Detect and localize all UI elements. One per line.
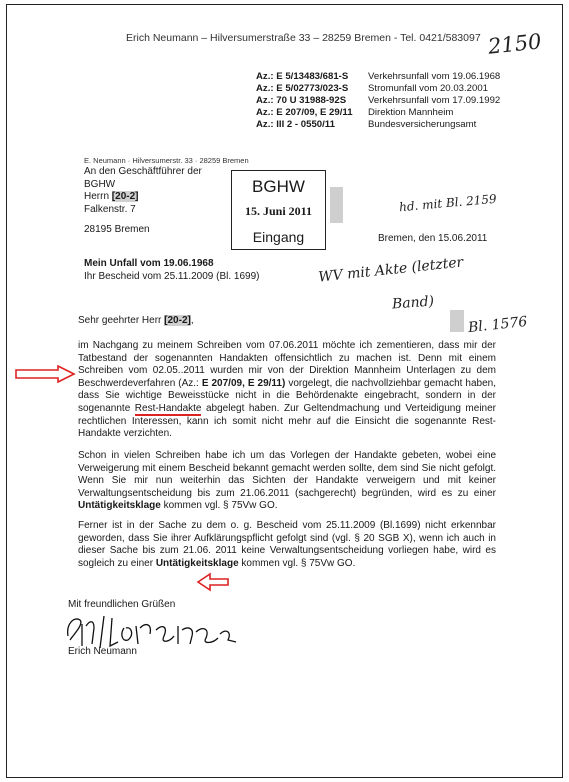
- reference-az: Az.: 70 U 31988-92S: [256, 95, 347, 106]
- paragraph-text: abgelegt haben. Zur Geltendmachung und Verteidigung meiner rechtlichen Interessen, kann ich somit nicht mehr auf die Einsicht die sogenannte Rest-Handakte verzichten.: [78, 402, 496, 440]
- recipient-line: [84, 191, 138, 204]
- subject-title: Mein Unfall vom 19.06.1968: [84, 258, 214, 269]
- handwritten-note: Bl. 1576: [467, 313, 528, 337]
- received-stamp: [231, 170, 326, 250]
- stamp-date: 15. Juni 2011: [244, 204, 313, 218]
- paragraph-text: Ferner ist in der Sache zu dem o. g. Bescheid vom 25.11.2009 (Bl.1699) nicht erkennbar geworden, dass Sie ihrer Aufklärungspflicht gefolgt sind (vgl. § 20 SGB X), wenn ich auch in dieser Sache bis zum 21.06. 2011 keine Verwaltungsentscheidung vorliegen habe, wird es sogleich zu einer: [78, 520, 496, 569]
- redacted-name: [20-2]: [164, 315, 191, 326]
- reference-az: Az.: E 207/09, E 29/11: [256, 107, 353, 118]
- reference-az: Az.: E 5/13483/681-S: [256, 71, 349, 82]
- paragraph-text: kommen vgl. § 75Vw GO.: [160, 500, 278, 512]
- return-address: E. Neumann · Hilversumerstr. 33 · 28259 Bremen: [84, 156, 249, 165]
- reference-desc: Verkehrsunfall vom 19.06.1968: [368, 71, 501, 82]
- recipient-line: An den Geschäftführer der: [84, 166, 202, 177]
- redaction-block: [450, 310, 464, 332]
- recipient-line: 28195 Bremen: [84, 224, 150, 235]
- recipient-line: BGHW: [84, 178, 116, 190]
- reference-desc: Stromunfall vom 20.03.2001: [368, 83, 488, 94]
- subject-ref: Ihr Bescheid vom 25.11.2009 (Bl. 1699): [84, 271, 260, 282]
- reference-desc: Verkehrsunfall vom 17.09.1992: [368, 95, 501, 106]
- reference-az: Az.: E 5/02773/023-S: [256, 83, 349, 94]
- closing: Mit freundlichen Grüßen: [68, 599, 176, 610]
- handwritten-note: hd. mit Bl. 2159: [398, 191, 498, 215]
- red-up-arrow-icon: [196, 572, 230, 592]
- salutation-prefix: Sehr geehrter Herr: [78, 315, 165, 326]
- recipient-title: Herrn: [84, 191, 112, 202]
- red-arrow-icon: [14, 365, 78, 383]
- reference-desc: Direktion Mannheim: [368, 107, 454, 118]
- redacted-name: [20-2]: [111, 191, 139, 202]
- signature-name: Erich Neumann: [68, 646, 137, 657]
- paragraph-text: kommen vgl. § 75Vw GO.: [238, 557, 356, 569]
- handwritten-note: WV mit Akte (letzter: [317, 254, 465, 286]
- stamp-org: BGHW: [252, 177, 305, 196]
- redaction-block: [330, 187, 343, 223]
- paragraph-bold: Untätigkeitsklage: [78, 500, 161, 512]
- reference-az: Az.: III 2 - 0550/11: [256, 119, 335, 130]
- recipient-line: Falkenstr. 7: [84, 203, 136, 215]
- reference-desc: Bundesversicherungsamt: [368, 119, 477, 130]
- body-paragraph: [78, 450, 496, 513]
- paragraph-text: im Nachgang zu meinem Schreiben vom 07.06.2011 möchte ich zementieren, dass mir der Tatbestand der sogenannten Handakten offensichtlich zu machen ist. Denn mit einem Schreiben vom 02.05..2011 wurden mir von der Direktion Mannheim Unterlagen zu dem Beschwerdeverfahren (Az.:: [78, 340, 496, 389]
- handwritten-page-number: 2150: [486, 29, 543, 59]
- paragraph-bold: Untätigkeitsklage: [155, 557, 239, 569]
- sender-line: Erich Neumann – Hilversumerstraße 33 – 28259 Bremen - Tel. 0421/583097: [126, 32, 481, 44]
- body-paragraph: [78, 340, 496, 441]
- underlined-term: Rest-Handakte: [134, 402, 202, 414]
- salutation: [78, 315, 194, 328]
- handwritten-note: Band): [391, 293, 435, 313]
- paragraph-text: vorgelegt, die nachvollziehbar gemacht haben, dass Sie wichtige Beweisstücke nicht in die Behördenakte eingebracht, sondern in der sogenannte: [78, 377, 496, 414]
- stamp-label: Eingang: [252, 229, 305, 245]
- place-date: Bremen, den 15.06.2011: [378, 233, 488, 244]
- body-paragraph: [78, 520, 496, 570]
- paragraph-bold: E 207/09, E 29/11): [201, 377, 286, 389]
- paragraph-text: Schon in vielen Schreiben habe ich um das Vorlegen der Handakte gebeten, wobei eine Verweigerung mit einem Bescheid bekannt gemacht werden sollte, dem sind Sie nicht gefolgt. Wenn Sie mir nun weiterhin das Sichten der Handakte verweigern und mit keiner Verwaltungsentscheidung bis zum 21.06.2011 (sachgerecht) begründen, wird es zu einer: [78, 450, 496, 499]
- salutation-suffix: ,: [190, 315, 194, 326]
